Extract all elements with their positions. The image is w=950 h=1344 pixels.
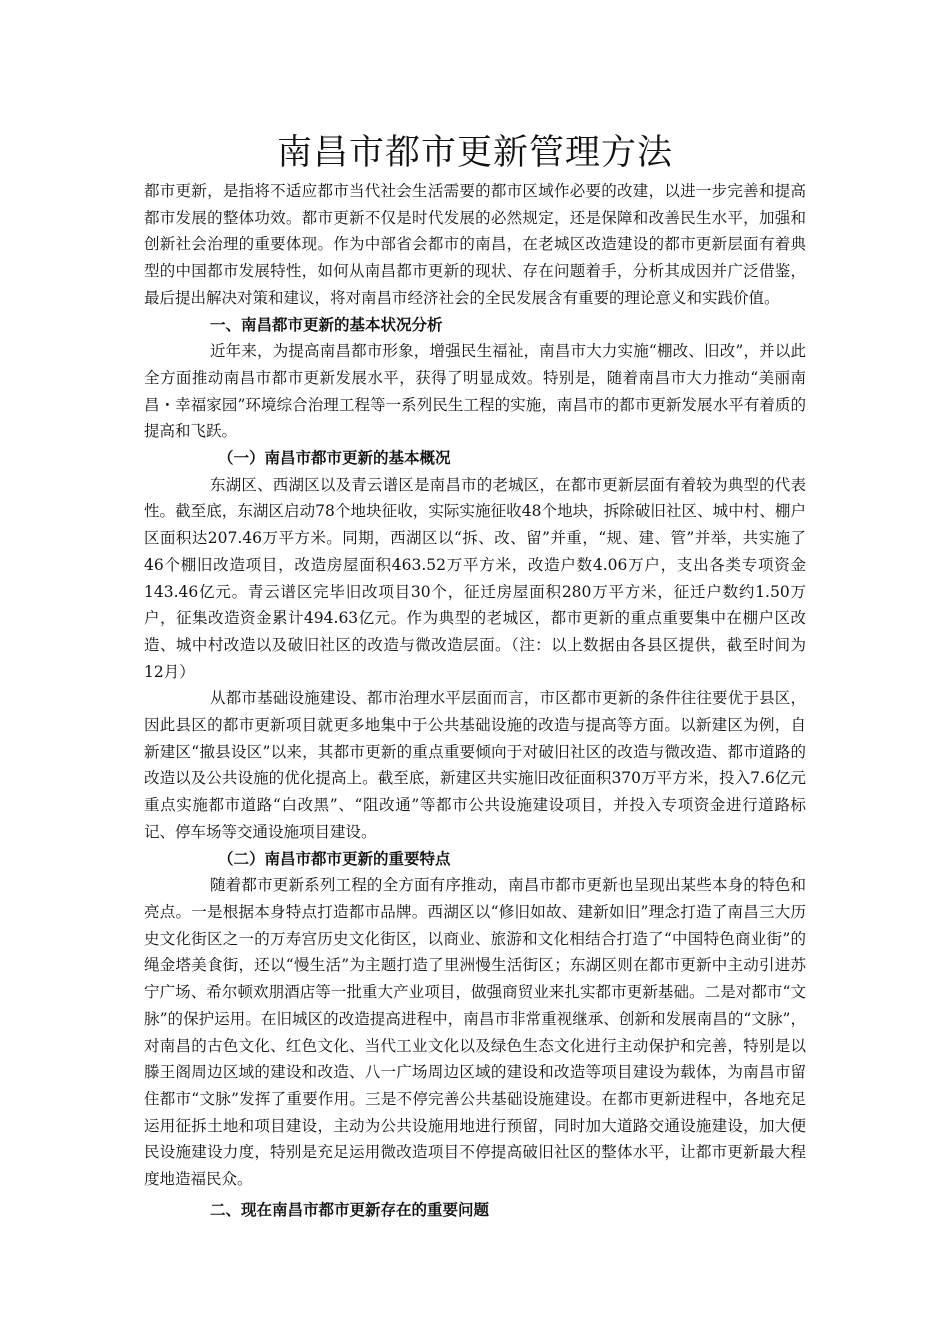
document-title: 南昌市都市更新管理方法 — [276, 133, 673, 173]
subsection-1-paragraph-2: 从都市基础设施建设、都市治理水平层面而言，市区都市更新的条件往往要优于县区，因此县区的都市更新项目就更多地集中于公共基础设施的改造与提高等方面。以新建区为例，自新建区“撤县设区”以来，其都市更新的重点重要倾向于对破旧社区的改造与微改造、都市道路的改造以及公共设施的优化提高上。截至底，新建区共实施旧改征面积370万平方米，投入7.6亿元重点实施都市道路“白改黑”、“阻改通”等都市公共设施建设项目，并投入专项资金进行道路标记、停车场等交通设施项目建设。 — [144, 689, 806, 841]
subsection-2-heading: （二）南昌市都市更新的重要特点 — [218, 848, 451, 868]
subsection-1-paragraph-1: 东湖区、西湖区以及青云谱区是南昌市的老城区，在都市更新层面有着较为典型的代表性。截至底，东湖区启动78个地块征收，实际实施征收48个地块，拆除破旧社区、城中村、棚户区面积达207.46万平方米。同期，西湖区以“拆、改、留”并重，“规、建、管”并举，共实施了46个棚旧改造项目，改造房屋面积463.52万平方米，改造户数4.06万户，支出各类专项资金143.46亿元。青云谱区完毕旧改项目30个，征迁房屋面积280万平方米，征迁户数约1.50万户，征集改造资金累计494.63亿元。作为典型的老城区，都市更新的重点重要集中在棚户区改造、城中村改造以及破旧社区的改造与微改造层面。（注：以上数据由各县区提供，截至时间为12月） — [144, 475, 806, 681]
section-2-heading: 二、现在南昌市都市更新存在的重要问题 — [210, 1199, 490, 1219]
intro-paragraph: 都市更新，是指将不适应都市当代社会生活需要的都市区域作必要的改建，以进一步完善和提高都市发展的整体功效。都市更新不仅是时代发展的必然规定，还是保障和改善民生水平，加强和创新社会治理的重要体现。作为中部省会都市的南昌，在老城区改造建设的都市更新层面有着典型的中国都市发展特性，如何从南昌都市更新的现状、存在问题着手，分析其成因并广泛借鉴，最后提出解决对策和建议，将对南昌市经济社会的全民发展含有重要的理论意义和实践价值。 — [144, 182, 806, 307]
subsection-2-paragraph-1: 随着都市更新系列工程的全方面有序推动，南昌市都市更新也呈现出某些本身的特色和亮点。一是根据本身特点打造都市品牌。西湖区以“修旧如故、建新如旧”理念打造了南昌三大历史文化街区之一的万寿宫历史文化街区，以商业、旅游和文化相结合打造了“中国特色商业街”的绳金塔美食街，还以“慢生活”为主题打造了里洲慢生活街区；东湖区则在都市更新中主动引进苏宁广场、希尔顿欢朋酒店等一批重大产业项目，做强商贸业来扎实都市更新基础。二是对都市“文脉”的保护运用。在旧城区的改造提高进程中，南昌市非常重视继承、创新和发展南昌的“文脉”，对南昌的古色文化、红色文化、当代工业文化以及绿色生态文化进行主动保护和完善，特别是以滕王阁周边区域的建设和改造、八一广场周边区域的建设和改造等项目建设为载体，为南昌市留住都市“文脉”发挥了重要作用。三是不停完善公共基础设施建设。在都市更新进程中，各地充足运用征拆土地和项目建设，主动为公共设施用地进行预留，同时加大道路交通设施建设，加大便民设施建设力度，特别是充足运用微改造项目不停提高破旧社区的整体水平，让都市更新最大程度地造福民众。 — [144, 876, 806, 1189]
section-1-paragraph: 近年来，为提高南昌都市形象，增强民生福祉，南昌市大力实施“棚改、旧改”，并以此全方面推动南昌市都市更新发展水平，获得了明显成效。特别是，随着南昌市大力推动“美丽南昌・幸福家园”环境综合治理工程等一系列民生工程的实施，南昌市的都市更新发展水平有着质的提高和飞跃。 — [144, 342, 806, 441]
document-page — [144, 128, 806, 1223]
subsection-1-heading: （一）南昌市都市更新的基本概况 — [218, 448, 451, 468]
section-1-heading: 一、南昌都市更新的基本状况分析 — [210, 314, 443, 334]
